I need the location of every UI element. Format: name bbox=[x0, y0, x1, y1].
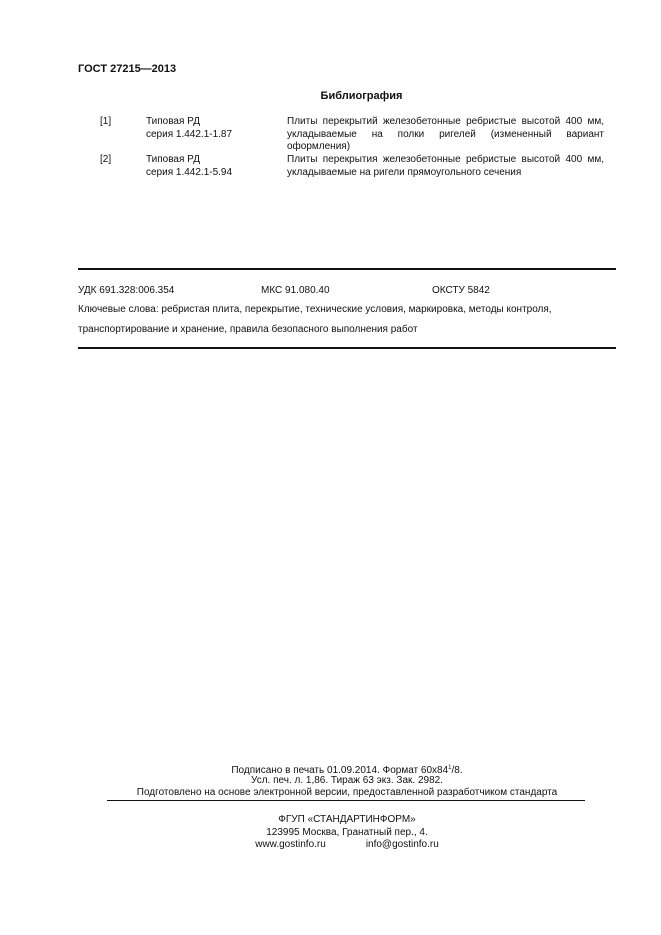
print-sheets: Усл. печ. л. 1,86. Тираж 63 экз. Зак. 2982. bbox=[251, 775, 443, 786]
publisher-name: ФГУП «СТАНДАРТИНФОРМ» bbox=[278, 814, 416, 825]
okstu-code: ОКСТУ 5842 bbox=[432, 285, 490, 296]
format-fraction-denominator: /8 bbox=[451, 765, 460, 776]
publisher-address: 123995 Москва, Гранатный пер., 4. bbox=[266, 827, 428, 838]
publication-rule bbox=[107, 800, 585, 801]
bibliography-entry-description: Плиты перекрытия железобетонные ребристые высотой 400 мм, укладываемые на ригели прямоугольного сечения bbox=[287, 154, 604, 178]
top-rule bbox=[78, 268, 616, 270]
prepared-note: Подготовлено на основе электронной версии, предоставленной разработчиком стандарта bbox=[136, 787, 558, 798]
publisher-contacts bbox=[78, 839, 616, 852]
signed-text: Подписано в печать 01.09.2014. Формат 60x84 bbox=[231, 765, 449, 776]
bottom-rule bbox=[78, 347, 616, 349]
bibliography-entry-source bbox=[146, 116, 276, 141]
email-link[interactable]: info@gostinfo.ru bbox=[365, 839, 439, 850]
source-series: серия 1.442.1-5.94 bbox=[146, 166, 233, 178]
bibliography-entry-source bbox=[146, 154, 276, 179]
standard-id: ГОСТ 27215—2013 bbox=[78, 63, 177, 75]
mks-code: МКС 91.080.40 bbox=[261, 285, 330, 296]
format-suffix: . bbox=[459, 765, 463, 776]
bibliography-entry-description: Плиты перекрытий железобетонные ребристые высотой 400 мм, укладываемые на полки ригелей (измененный вариант оформления) bbox=[287, 116, 604, 152]
website-link[interactable]: www.gostinfo.ru bbox=[255, 839, 326, 850]
source-type: Типовая РД bbox=[146, 116, 200, 127]
source-type: Типовая РД bbox=[146, 154, 200, 165]
format-fraction-numerator: 1 bbox=[448, 765, 452, 771]
udk-code: УДК 691.328:006.354 bbox=[78, 285, 175, 296]
bibliography-title: Библиография bbox=[320, 90, 403, 102]
bibliography-entry-number: [2] bbox=[100, 154, 112, 165]
source-series: серия 1.442.1-1.87 bbox=[146, 128, 233, 140]
keywords: Ключевые слова: ребристая плита, перекрытие, технические условия, маркировка, методы контроля, транспортирование и хранение, правила безопасного выполнения работ bbox=[78, 304, 552, 335]
bibliography-entry-number: [1] bbox=[100, 116, 112, 127]
